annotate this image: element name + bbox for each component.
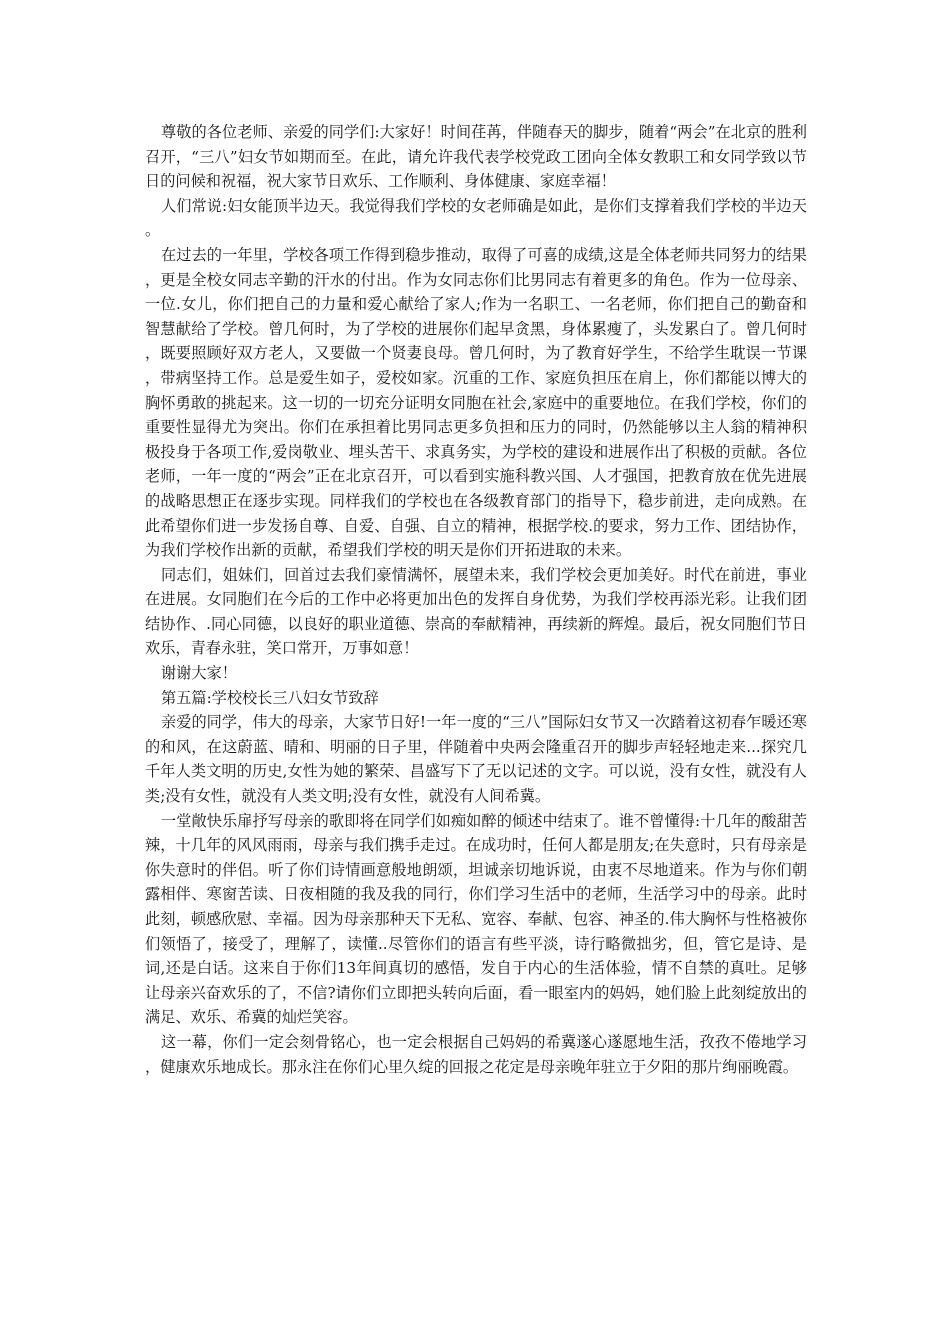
document-body <box>145 120 807 1079</box>
paragraph-half-sky: 人们常说:妇女能顶半边天。我觉得我们学校的女老师确是如此，是你们支撑着我们学校的半边天。 <box>145 196 807 240</box>
paragraph-thanks: 谢谢大家！ <box>161 664 237 683</box>
section-heading: 第五篇:学校校长三八妇女节致辞 <box>161 688 379 707</box>
paragraph-greeting: 尊敬的各位老师、亲爱的同学们:大家好！时间荏苒，伴随春天的脚步，随着“两会”在北京的胜利召开，“三八”妇女节如期而至。在此，请允许我代表学校党政工团向全体女教职工和女同学致以节日的问候和祝福，祝大家节日欢乐、工作顺利、身体健康、家庭幸福！ <box>145 123 807 191</box>
paragraph-past-year: 在过去的一年里，学校各项工作得到稳步推动，取得了可喜的成绩,这是全体老师共同努力的结果，更是全校女同志辛勤的汗水的付出。作为女同志你们比男同志有着更多的角色。作为一位母亲、一位.女儿，你们把自己的力量和爱心献给了家人;作为一名职工、一名老师，你们把自己的勤奋和智慧献给了学校。曾几何时，为了学校的进展你们起早贪黑，身体累瘦了，头发累白了。曾几何时，既要照顾好双方老人，又要做一个贤妻良母。曾几何时，为了教育好学生，不给学生耽误一节课，带病坚持工作。总是爱生如子，爱校如家。沉重的工作、家庭负担压在肩上，你们都能以博大的胸怀勇敢的挑起来。这一切的一切充分证明女同胞在社会,家庭中的重要地位。在我们学校，你们的重要性显得尤为突出。你们在承担着比男同志更多负担和压力的同时，仍然能够以主人翁的精神积极投身于各项工作,爱岗敬业、埋头苦干、求真务实，为学校的建设和进展作出了积极的贡献。各位老师，一年一度的“两会”正在北京召开，可以看到实施科教兴国、人才强国，把教育放在优先进展的战略思想正在逐步实现。同样我们的学校也在各级教育部门的指导下，稳步前进，走向成熟。在此希望你们进一步发扬自尊、自爱、自强、自立的精神，根据学校.的要求，努力工作、团结协作，为我们学校作出新的贡献，希望我们学校的明天是你们开拓进取的未来。 <box>145 245 807 560</box>
paragraph-closing: 这一幕，你们一定会刻骨铭心，也一定会根据自己妈妈的希冀遂心遂愿地生活，孜孜不倦地学习，健康欢乐地成长。那永注在你们心里久绽的回报之花定是母亲晚年驻立于夕阳的那片绚丽晚霞。 <box>145 1032 807 1076</box>
paragraph-song: 一堂敞快乐扉抒写母亲的歌即将在同学们如痴如醉的倾述中结束了。谁不曾懂得:十几年的酸甜苦辣，十几年的风风雨雨，母亲与我们携手走过。在成功时，任何人都是朋友;在失意时，只有母亲是你失意时的伴侣。听了你们诗情画意般地朗颂，坦诚亲切地诉说，由衷不尽地道来。作为与你们朝露相伴、寒窗苦读、日夜相随的我及我的同行，你们学习生活中的老师，生活学习中的母亲。此时此刻，顿感欣慰、幸福。因为母亲那种天下无私、宽容、奉献、包容、神圣的.伟大胸怀与性格被你们领悟了，接受了，理解了，读懂..尽管你们的语言有些平淡，诗行略微拙劣，但，管它是诗、是词,还是白话。这来自于你们13年间真切的感悟，发自于内心的生活体验，情不自禁的真吐。足够让母亲兴奋欢乐的了，不信?请你们立即把头转向后面，看一眼室内的妈妈，她们脸上此刻绽放出的满足、欢乐、希冀的灿烂笑容。 <box>145 811 807 1027</box>
paragraph-mothers-day: 亲爱的同学，伟大的母亲，大家节日好!一年一度的“三八”国际妇女节又一次踏着这初春乍暖还寒的和风，在这蔚蓝、晴和、明丽的日子里，伴随着中央两会隆重召开的脚步声轻轻地走来...探究几千年人类文明的历史,女性为她的繁荣、昌盛写下了无以记述的文字。可以说，没有女性，就没有人类;没有女性，就没有人类文明;没有女性，就没有人间希冀。 <box>145 713 807 806</box>
paragraph-future: 同志们，姐妹们，回首过去我们豪情满怀，展望未来，我们学校会更加美好。时代在前进，事业在进展。女同胞们在今后的工作中必将更加出色的发挥自身优势，为我们学校再添光彩。让我们团结协作、.同心同德，以良好的职业道德、崇高的奉献精神，再续新的辉煌。最后，祝女同胞们节日欢乐，青春永驻，笑口常开，万事如意！ <box>145 565 807 658</box>
